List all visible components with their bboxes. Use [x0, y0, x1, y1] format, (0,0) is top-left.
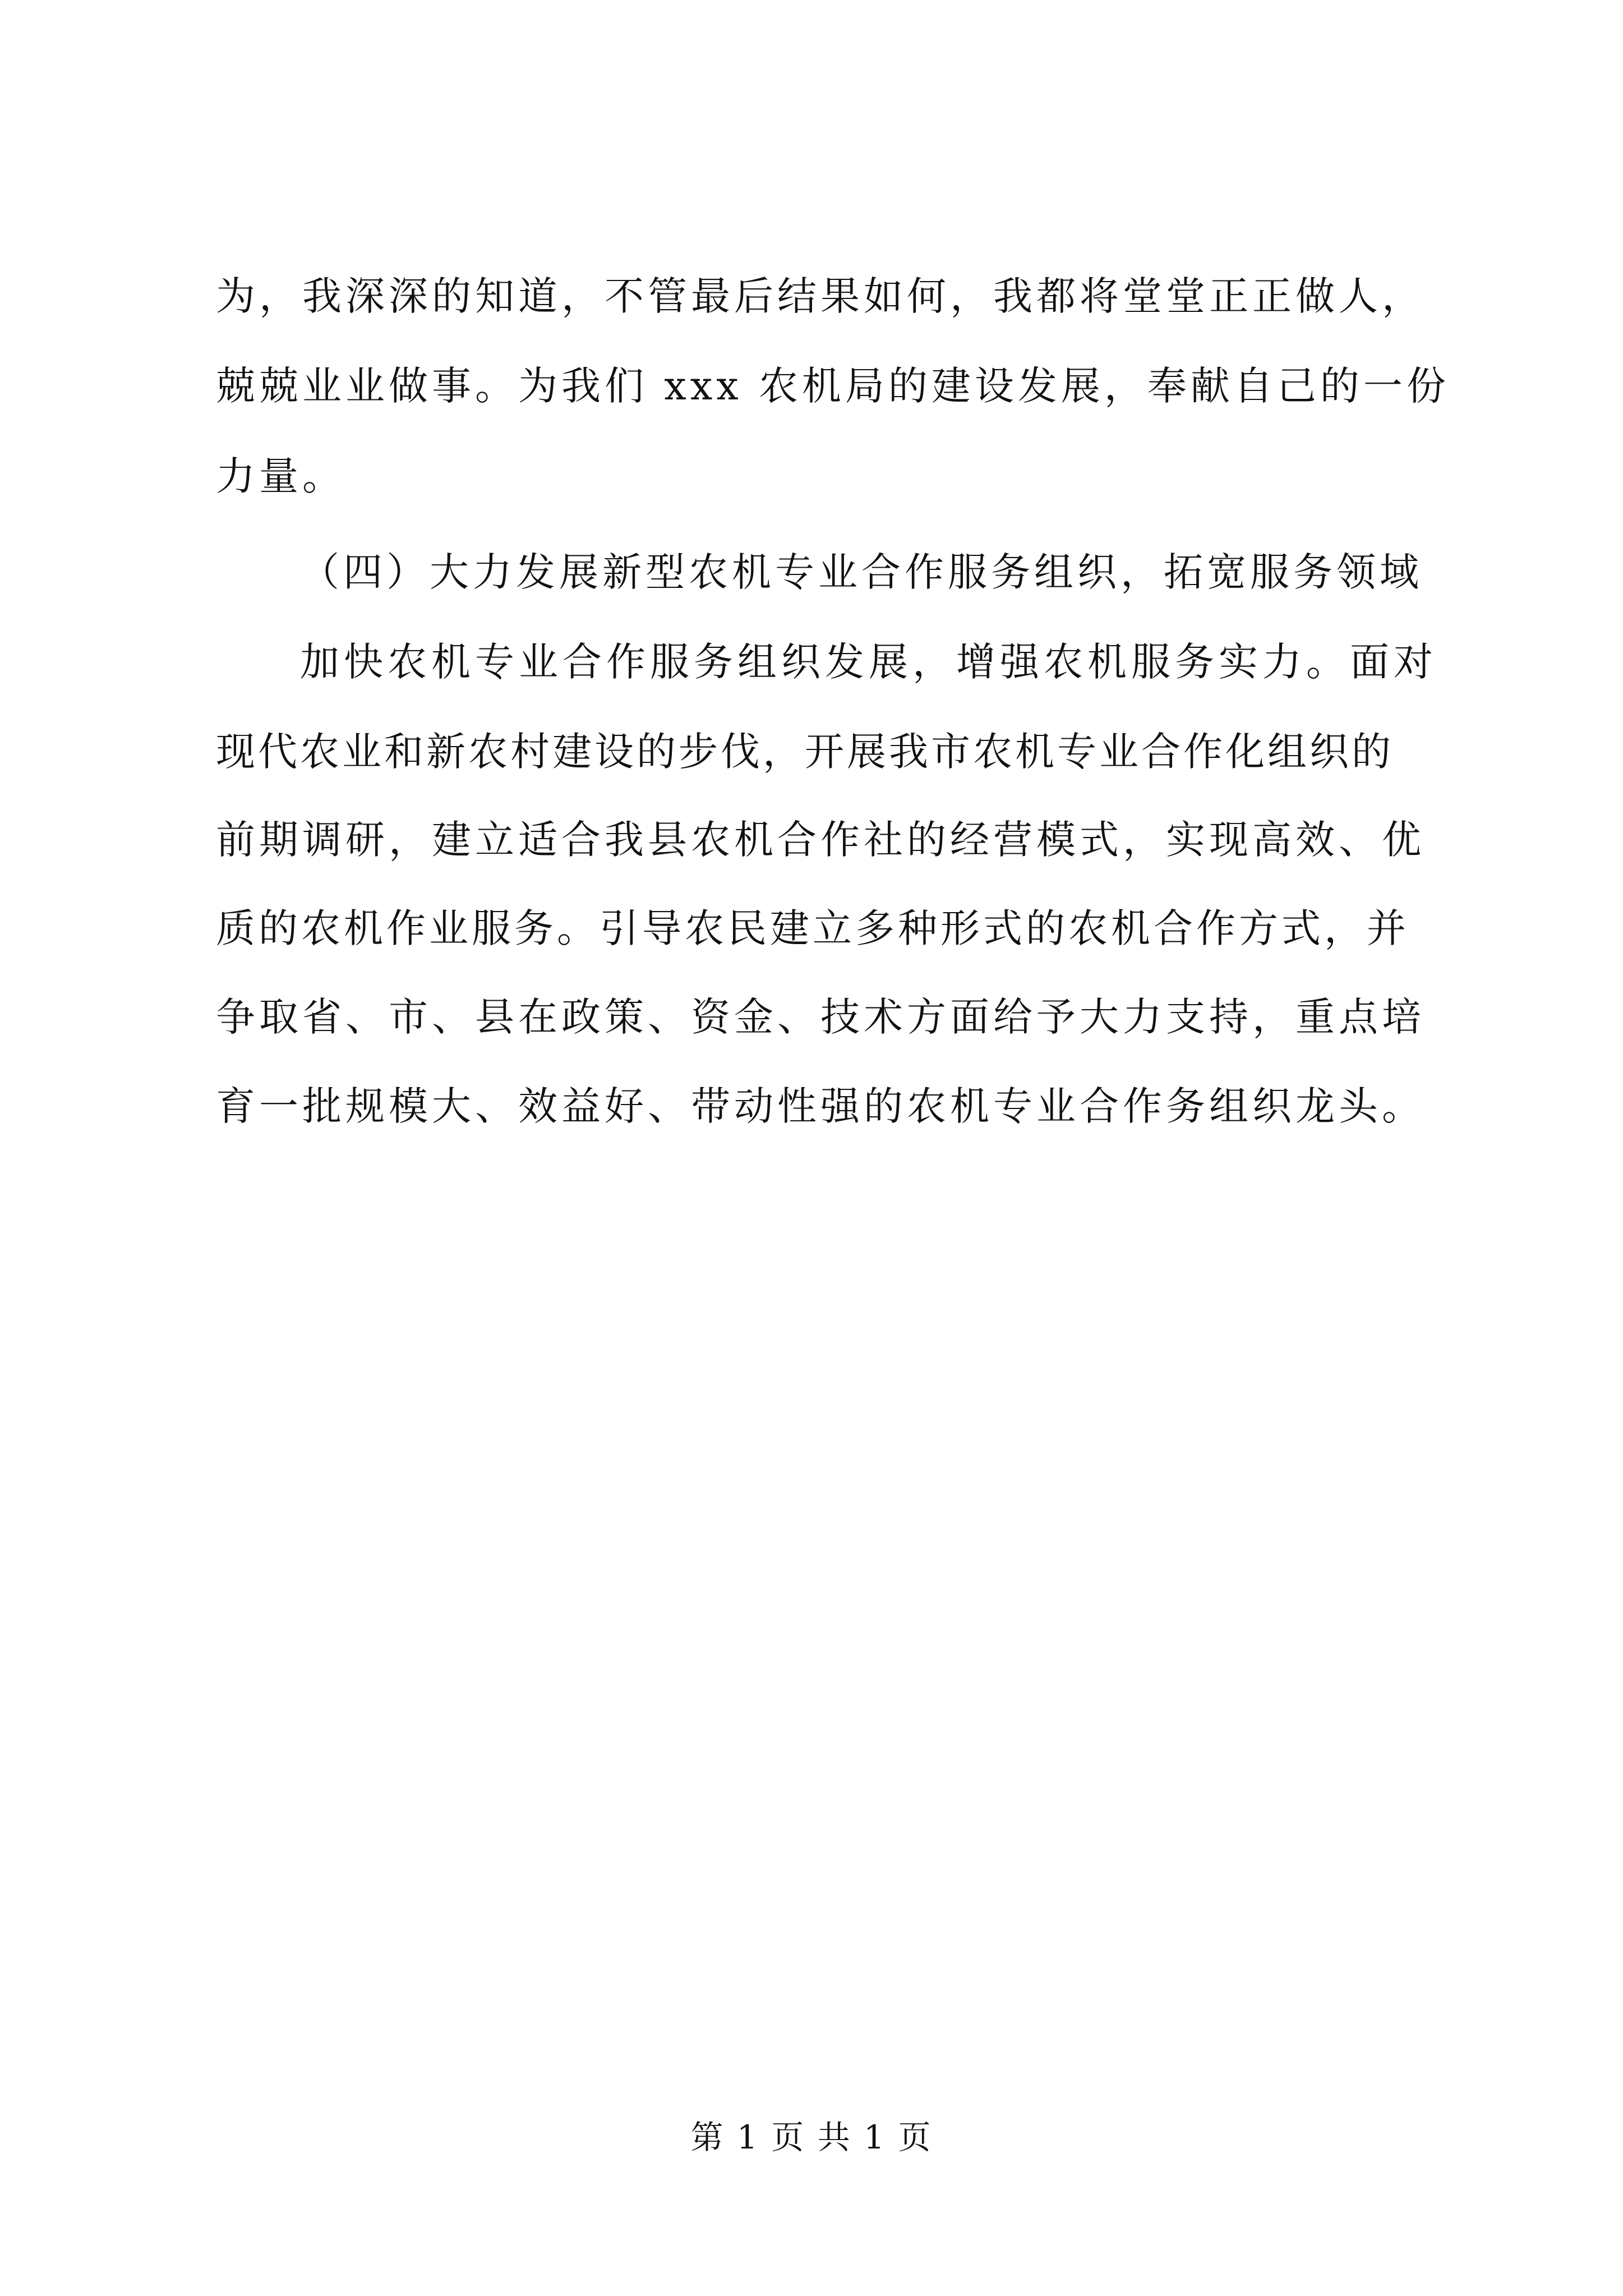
body-text-line: 争取省、市、县在政策、资金、技术方面给予大力支持，重点培: [216, 994, 1425, 1040]
section-heading: （四）大力发展新型农机专业合作服务组织，拓宽服务领域: [300, 549, 1423, 595]
body-text-line: 力量。: [216, 453, 345, 499]
body-text-line: 为，我深深的知道，不管最后结果如何，我都将堂堂正正做人，: [216, 273, 1425, 319]
body-text-line: 前期调研，建立适合我县农机合作社的经营模式，实现高效、优: [216, 817, 1425, 863]
page-number-footer: 第 1 页 共 1 页: [690, 2118, 933, 2156]
body-text-line: 加快农机专业合作服务组织发展，增强农机服务实力。面对: [300, 639, 1437, 685]
body-text-line: 现代农业和新农村建设的步伐，开展我市农机专业合作化组织的: [216, 729, 1394, 775]
body-text-line: 质的农机作业服务。引导农民建立多种形式的农机合作方式，并: [216, 905, 1409, 951]
body-text-line: 育一批规模大、效益好、带动性强的农机专业合作务组织龙头。: [216, 1083, 1425, 1129]
body-text-line: 兢兢业业做事。为我们 xxx 农机局的建设发展，奉献自己的一份: [216, 363, 1450, 409]
